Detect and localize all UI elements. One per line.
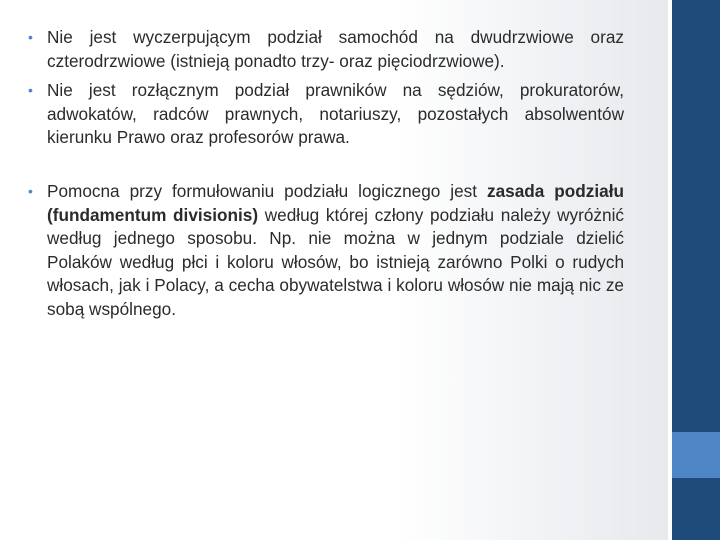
bullet-text-rest: według której człony podziału należy wyróżnić według jednego sposobu. Np. nie można w jednym podziale dzielić Polaków według płci i koloru włosów, bo istnieją zarówno Polki o rudych włosach, jak i Polacy, a cecha obywatelstwa i koloru włosów nie mają nic ze sobą wspólnego. (47, 204, 624, 319)
slide-content (28, 26, 624, 322)
decorative-sidebar (668, 0, 720, 540)
bullet-icon: • (28, 182, 33, 199)
bullet-item-3 (28, 180, 624, 322)
bullet-item-2 (28, 79, 624, 150)
bullet-text-lead: Pomocna przy formułowaniu podziału logicznego jest (47, 180, 487, 201)
bullet-icon: • (28, 29, 33, 45)
sidebar-accent-block (672, 432, 720, 478)
bullet-text: Nie jest wyczerpującym podział samochód na dwudrzwiowe oraz czterodrzwiowe (istnieją ponadto trzy- oraz pięciodrzwiowe). (47, 27, 624, 71)
bullet-icon: • (28, 82, 33, 99)
bullet-text: Nie jest rozłącznym podział prawników na sędziów, prokuratorów, adwokatów, radców prawnych, notariuszy, pozostałych absolwentów kierunku Prawo oraz profesorów prawa. (47, 80, 624, 148)
bullet-text-emphasis: zasada podziału (fundamentum divisionis) (47, 180, 624, 225)
bullet-item-1 (28, 26, 624, 73)
